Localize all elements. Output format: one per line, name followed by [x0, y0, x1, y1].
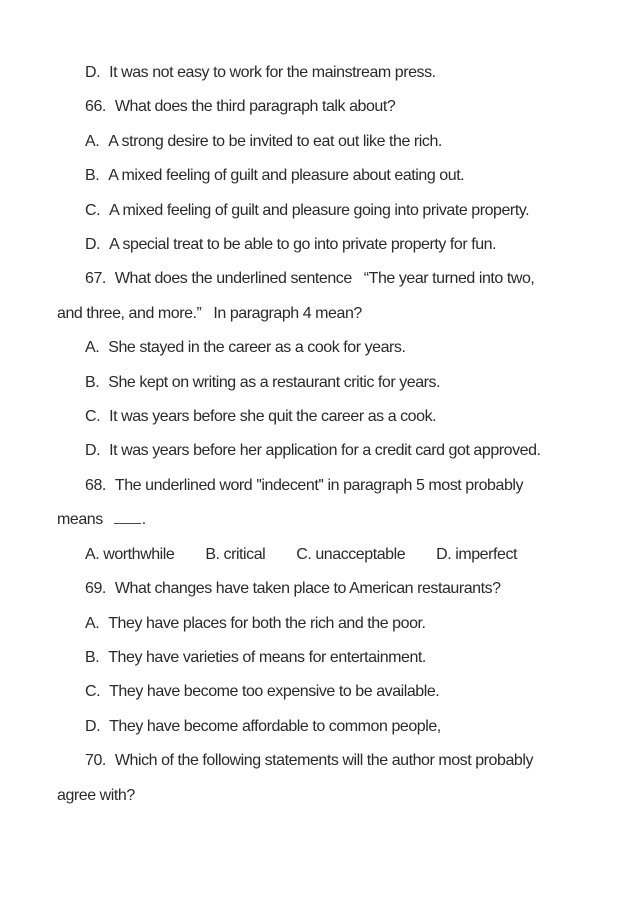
option-text: A strong desire to be invited to eat out like the rich.	[108, 132, 442, 150]
question-text: Which of the following statements will the author most probably	[114, 752, 533, 770]
fill-in-blank-underline	[114, 510, 141, 525]
option-68-a: A. worthwhile	[85, 545, 175, 563]
question-text: What changes have taken place to American restaurants?	[114, 580, 501, 598]
option-69-d	[57, 710, 620, 744]
option-69-c	[57, 675, 620, 709]
option-letter: B.	[85, 373, 100, 391]
option-letter: C.	[85, 683, 101, 701]
question-number: 66.	[85, 98, 106, 116]
option-67-a	[57, 331, 620, 365]
question-number: 69.	[85, 580, 106, 598]
question-69	[57, 572, 620, 606]
question-70	[57, 744, 620, 778]
option-66-a	[57, 125, 620, 159]
question-number: 70.	[85, 752, 106, 770]
option-letter: D.	[85, 717, 101, 735]
option-text: It was years before her application for a credit card got approved.	[109, 442, 541, 460]
option-letter: B.	[85, 167, 100, 185]
option-text: She kept on writing as a restaurant critic for years.	[108, 373, 441, 391]
option-text: She stayed in the career as a cook for years.	[108, 339, 406, 357]
option-letter: D.	[85, 64, 101, 81]
question-67	[57, 262, 620, 296]
option-letter: A.	[85, 339, 100, 357]
question-70-continued	[57, 779, 620, 813]
option-text: A special treat to be able to go into private property for fun.	[109, 236, 497, 254]
option-prev-d	[57, 56, 620, 90]
question-67-continued	[57, 297, 620, 331]
option-67-c	[57, 400, 620, 434]
option-letter: D.	[85, 236, 101, 254]
option-text: It was years before she quit the career as a cook.	[109, 408, 437, 426]
option-69-a	[57, 607, 620, 641]
question-text: What does the third paragraph talk about?	[114, 98, 396, 116]
option-69-b	[57, 641, 620, 675]
option-66-c	[57, 194, 620, 228]
question-66	[57, 90, 620, 124]
option-text: They have become too expensive to be available.	[109, 683, 440, 701]
option-68-d: D. imperfect	[436, 545, 517, 563]
option-text: They have places for both the rich and the poor.	[108, 614, 426, 632]
option-text: It was not easy to work for the mainstream press.	[109, 64, 436, 81]
option-67-d	[57, 434, 620, 468]
question-68	[57, 469, 620, 503]
option-letter: C.	[85, 201, 101, 219]
question-text: What does the underlined sentence “The year turned into two,	[114, 270, 535, 288]
option-67-b	[57, 366, 620, 400]
option-68-c: C. unacceptable	[296, 545, 406, 563]
option-letter: D.	[85, 442, 101, 460]
option-66-b	[57, 159, 620, 193]
option-68-b: B. critical	[205, 545, 266, 563]
option-letter: A.	[85, 614, 100, 632]
option-letter: B.	[85, 648, 100, 666]
question-text: and three, and more.” In paragraph 4 mean?	[57, 304, 362, 322]
option-66-d	[57, 228, 620, 262]
question-text: means	[57, 511, 103, 529]
option-letter: C.	[85, 408, 101, 426]
option-letter: A.	[85, 132, 100, 150]
option-text: A mixed feeling of guilt and pleasure about eating out.	[108, 167, 465, 185]
question-68-continued	[57, 503, 620, 537]
question-text: .	[141, 511, 146, 529]
option-text: They have become affordable to common people,	[109, 717, 441, 735]
question-text: The underlined word ''indecent'' in paragraph 5 most probably	[114, 476, 524, 494]
options-68-inline	[57, 538, 620, 572]
option-text: They have varieties of means for entertainment.	[108, 648, 426, 666]
question-number: 67.	[85, 270, 106, 288]
option-text: A mixed feeling of guilt and pleasure going into private property.	[109, 201, 530, 219]
question-number: 68.	[85, 476, 106, 494]
question-text: agree with?	[57, 786, 135, 804]
